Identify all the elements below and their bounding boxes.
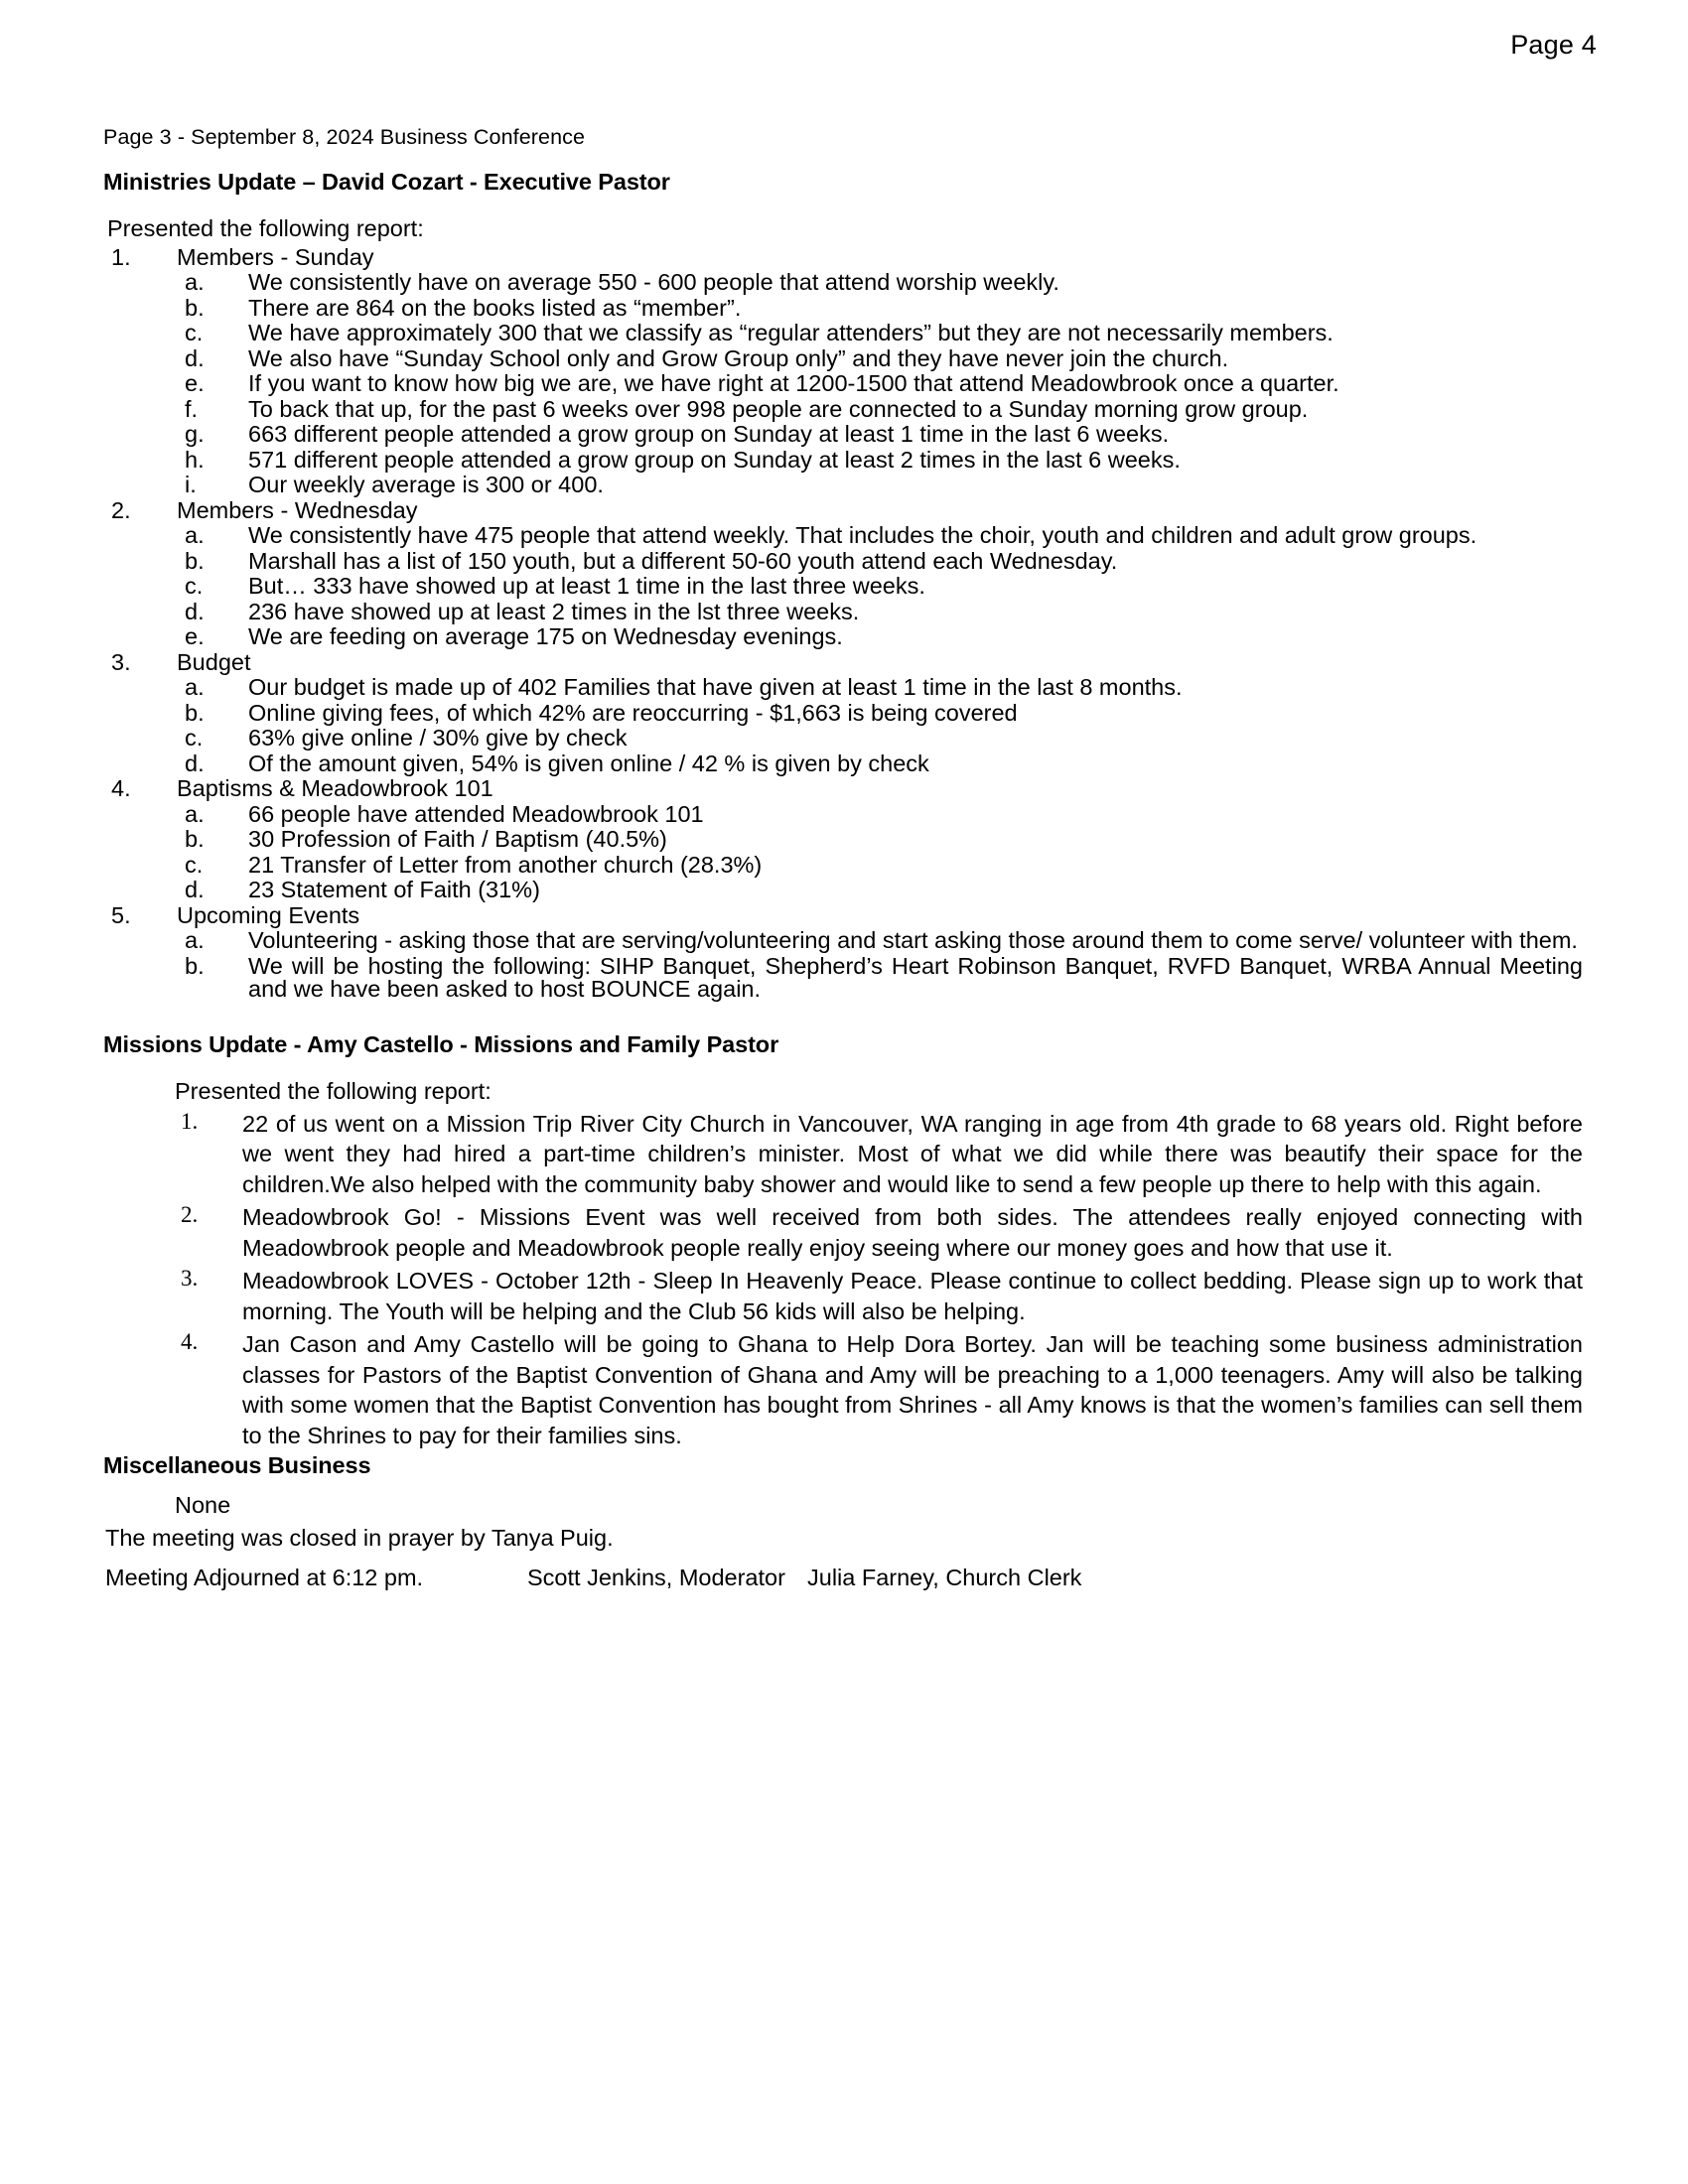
list-text: 23 Statement of Faith (31%): [248, 877, 540, 902]
list-item: [103, 243, 1583, 499]
list-text: We also have “Sunday School only and Grow Group only” and they have never join the church.: [248, 344, 1229, 371]
list-item: [175, 1109, 1583, 1203]
list-marker: a.: [185, 269, 205, 295]
list-item: [177, 575, 1583, 601]
sub-list: [177, 271, 1583, 499]
document-running-header: Page 3 - September 8, 2024 Business Conference: [103, 125, 586, 149]
list-marker: b.: [185, 826, 205, 852]
sub-list: [177, 676, 1583, 777]
list-marker: 4.: [111, 775, 131, 801]
moderator-name: Scott Jenkins, Moderator: [527, 1565, 785, 1591]
list-item: [177, 474, 1583, 499]
list-marker: a.: [185, 800, 205, 827]
list-marker: 3.: [111, 648, 131, 675]
document-body: [103, 127, 1583, 1590]
list-item: [177, 524, 1583, 550]
list-text: To back that up, for the past 6 weeks over 998 people are connected to a Sunday morning grow group.: [248, 395, 1309, 422]
list-marker: d.: [185, 344, 205, 371]
list-marker: c.: [185, 573, 204, 599]
ministries-list: [103, 243, 1583, 1004]
list-item: [177, 851, 1583, 880]
list-text: We will be hosting the following: SIHP Banquet, Shepherd’s Heart Robinson Banquet, RVFD Banquet, WRBA Annual Meeting and we have been asked to host BOUNCE again.: [248, 952, 1583, 1002]
list-item: [177, 727, 1583, 752]
list-text: We have approximately 300 that we classify as “regular attenders” but they are not necessarily members.: [248, 320, 1334, 345]
list-item: [175, 1266, 1583, 1329]
list-text: But… 333 have showed up at least 1 time in the last three weeks.: [248, 573, 925, 599]
list-text: 571 different people attended a grow group on Sunday at least 2 times in the last 6 weeks.: [248, 446, 1181, 473]
list-item: [103, 901, 1583, 1004]
list-marker: 5.: [111, 901, 131, 928]
list-text: Members - Wednesday: [177, 496, 418, 523]
list-item: [177, 699, 1583, 728]
sub-list: [177, 800, 1583, 904]
list-marker: 2.: [111, 496, 131, 523]
list-marker: 1.: [181, 1108, 199, 1134]
list-text: We are feeding on average 175 on Wednesday evenings.: [248, 623, 843, 649]
list-marker: a.: [185, 927, 205, 953]
list-marker: 1.: [111, 243, 131, 270]
list-text: Our budget is made up of 402 Families that have given at least 1 time in the last 8 months.: [248, 674, 1183, 700]
list-item: [177, 598, 1583, 626]
list-marker: c.: [185, 725, 204, 751]
list-marker: e.: [185, 370, 205, 396]
list-text: Online giving fees, of which 42% are reoccurring - $1,663 is being covered: [248, 699, 1018, 726]
signature-row: [103, 1567, 1583, 1590]
ministries-section-title: Ministries Update – David Cozart - Executive Pastor: [103, 168, 670, 195]
list-text: 66 people have attended Meadowbrook 101: [248, 800, 704, 827]
list-marker: h.: [185, 446, 205, 473]
list-text: Of the amount given, 54% is given online / 42 % is given by check: [248, 750, 929, 776]
list-text: Volunteering - asking those that are serving/volunteering and start asking those around them to come serve/ volunteer with them.: [248, 927, 1578, 953]
list-marker: g.: [185, 421, 205, 447]
list-marker: b.: [185, 547, 205, 574]
list-item: [177, 929, 1583, 955]
ministries-lead: Presented the following report:: [107, 215, 424, 241]
list-item: [177, 344, 1583, 373]
list-item: [103, 777, 1583, 904]
list-item: [177, 625, 1583, 651]
list-item: [177, 322, 1583, 347]
list-text: Meadowbrook Go! - Missions Event was well received from both sides. The attendees really enjoyed connecting with Meadowbrook people and Meadowbrook people really enjoy seeing where our money goes and how that use it.: [242, 1204, 1583, 1261]
list-marker: f.: [185, 395, 199, 422]
list-item: [177, 372, 1583, 398]
list-text: 236 have showed up at least 2 times in the lst three weeks.: [248, 598, 860, 624]
list-text: Our weekly average is 300 or 400.: [248, 472, 604, 497]
list-text: 663 different people attended a grow group on Sunday at least 1 time in the last 6 weeks.: [248, 421, 1170, 447]
list-marker: i.: [185, 472, 197, 497]
list-text: There are 864 on the books listed as “member”.: [248, 294, 742, 321]
list-marker: d.: [185, 598, 205, 624]
page-number: Page 4: [1510, 30, 1597, 60]
list-item: [177, 952, 1583, 1004]
list-text: Jan Cason and Amy Castello will be going to Ghana to Help Dora Bortey. Jan will be teaching some business administration classes for Pastors of the Baptist Convention of Ghana and Amy will be preaching to a 1,000 teenagers. Amy will also be talking with some women that the Baptist Convention has bought from Shrines - all Amy knows is that the women’s families can sell them to the Shrines to pay for their families sins.: [242, 1331, 1583, 1448]
list-text: 21 Transfer of Letter from another church (28.3%): [248, 851, 763, 878]
list-marker: b.: [185, 952, 205, 979]
missions-list: [175, 1109, 1583, 1454]
list-text: 22 of us went on a Mission Trip River City Church in Vancouver, WA ranging in age from 4th grade to 68 years old. Right before we went they had hired a part-time children’s minister. Most of what we did while there was beautify their space for the children.We also helped with the community baby shower and would like to send a few people up there to help with this again.: [242, 1110, 1583, 1197]
list-item: [177, 271, 1583, 297]
list-marker: a.: [185, 674, 205, 700]
list-item: [177, 879, 1583, 904]
section-spacer: [103, 1477, 1583, 1494]
list-marker: 3.: [181, 1266, 199, 1292]
sub-list: [177, 929, 1583, 1004]
meeting-adjourned-text: Meeting Adjourned at 6:12 pm.: [105, 1565, 424, 1591]
list-marker: 4.: [181, 1329, 199, 1355]
list-item: [177, 828, 1583, 854]
list-marker: d.: [185, 877, 205, 902]
list-item: [177, 395, 1583, 424]
list-item: [175, 1202, 1583, 1266]
list-text: Meadowbrook LOVES - October 12th - Sleep In Heavenly Peace. Please continue to collect bedding. Please sign up to work that morning. The Youth will be helping and the Club 56 kids will also be helping.: [242, 1268, 1583, 1324]
list-text: We consistently have on average 550 - 600 people that attend worship weekly.: [248, 269, 1059, 295]
list-text: 30 Profession of Faith / Baptism (40.5%): [248, 826, 667, 852]
list-item: [175, 1329, 1583, 1453]
closing-prayer-line: The meeting was closed in prayer by Tanya Puig.: [105, 1524, 614, 1551]
list-marker: c.: [185, 851, 204, 878]
list-marker: a.: [185, 522, 205, 548]
miscellaneous-section-title: Miscellaneous Business: [103, 1451, 371, 1478]
list-text: Members - Sunday: [177, 243, 374, 270]
missions-list-wrapper: [103, 1109, 1583, 1454]
church-clerk-name: Julia Farney, Church Clerk: [807, 1565, 1082, 1591]
list-marker: c.: [185, 320, 204, 345]
sub-list: [177, 524, 1583, 651]
list-text: If you want to know how big we are, we have right at 1200-1500 that attend Meadowbrook once a quarter.: [248, 370, 1339, 396]
list-item: [177, 752, 1583, 778]
list-item: [177, 294, 1583, 323]
list-item: [177, 446, 1583, 475]
list-item: [177, 676, 1583, 702]
list-marker: e.: [185, 623, 205, 649]
missions-section-title: Missions Update - Amy Castello - Missions and Family Pastor: [103, 1030, 779, 1057]
list-text: 63% give online / 30% give by check: [248, 725, 628, 751]
missions-lead: Presented the following report:: [175, 1078, 492, 1104]
list-text: Baptisms & Meadowbrook 101: [177, 775, 493, 801]
list-text: We consistently have 475 people that attend weekly. That includes the choir, youth and children and adult grow groups.: [248, 522, 1477, 548]
miscellaneous-body: None: [175, 1492, 231, 1519]
list-marker: b.: [185, 294, 205, 321]
list-marker: b.: [185, 699, 205, 726]
list-text: Budget: [177, 648, 251, 675]
list-item: [103, 648, 1583, 778]
list-text: Marshall has a list of 150 youth, but a different 50-60 youth attend each Wednesday.: [248, 547, 1118, 574]
list-item: [177, 423, 1583, 449]
list-text: Upcoming Events: [177, 901, 360, 928]
list-item: [177, 547, 1583, 576]
list-item: [177, 800, 1583, 829]
list-marker: 2.: [181, 1202, 199, 1228]
list-item: [103, 496, 1583, 651]
section-spacer: [103, 1004, 1583, 1033]
list-marker: d.: [185, 750, 205, 776]
